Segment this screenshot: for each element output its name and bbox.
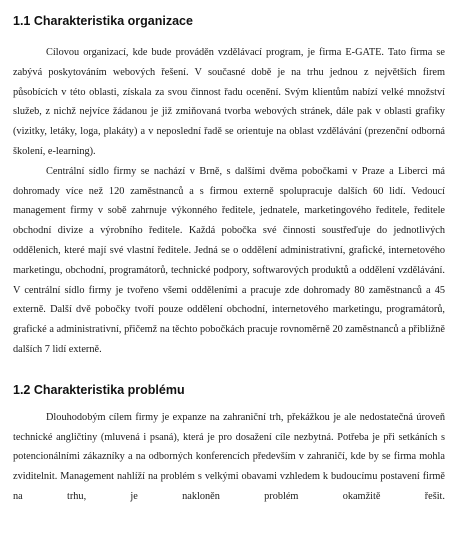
- paragraph-organization-intro: Cílovou organizací, kde bude prováděn vzdělávací program, je firma E-GATE. Tato firma se zabývá poskytováním webových řešení. V současné době je na trhu jednou z největších firem působících v této oblasti, získala za svou činnost řadu ocenění. Svým klientům nabízí velké množství služeb, z nichž nejvíce žádanou je již zmiňovaná tvorba webových stránek, dále pak v oblasti grafiky (vizitky, letáky, loga, plakáty) a v neposlední řadě se orientuje na oblast vzdělávání (prezenční odborná školení, e-learning).: [13, 47, 445, 157]
- section-heading-problem: 1.2 Charakteristika problému: [13, 382, 185, 397]
- paragraph-problem: Dlouhodobým cílem firmy je expanze na zahraniční trh, překážkou je ale nedostatečná úroveň technické angličtiny (mluvená i psaná), která je pro dosažení cíle nezbytná. Potřeba je při setkáních s potencionálními zákazníky a na odborných konferencích především v zahraničí, kde by se firma mohla zviditelnit. Management nahlíží na problém s velkými obavami vzhledem k budoucímu postavení firmě na trhu, je nakloněn problém okamžitě řešit.: [13, 411, 445, 502]
- section-heading-organization: 1.1 Charakteristika organizace: [13, 14, 193, 28]
- paragraph-organization-structure: Centrální sídlo firmy se nachází v Brně, s dalšími dvěma pobočkami v Praze a Liberci má dohromady více než 120 zaměstnanců a s firmou externě spolupracuje dalších 60 lidí. Vedoucí management firmy v sobě zahrnuje výkonného ředitele, jednatele, marketingového ředitele, ředitele obchodní divize a výrobního ředitele. Každá pobočka své činnosti soustřeďuje do jednotlivých oddělenich, které mají své vlastní ředitele. Jedná se o oddělení administrativní, grafické, internetového marketingu, obchodní, programátorů, technické podpory, softwarových produktů a oddělení vzdělávání. V centrální sídlo firmy je tvořeno všemi odděleními a pracuje zde dohromady 80 zaměstnanců a 45 externě. Další dvě pobočky tvoří pouze oddělení obchodní, internetového marketingu, programátorů, grafické a administrativní, přičemž na těchto pobočkách pracuje rovnoměrně 20 zaměstnanců a přibližně dalších 7 lidí externě.: [13, 165, 445, 355]
